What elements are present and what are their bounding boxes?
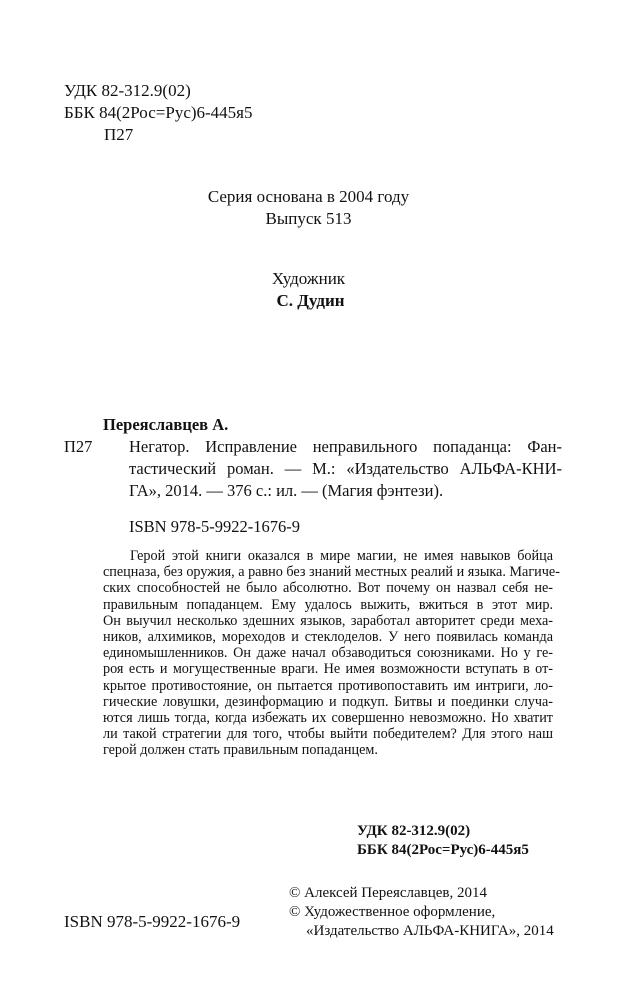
annotation-line: Герой этой книги оказался в мире магии, не имея навыков бойца [130, 548, 553, 564]
author-mark-top: П27 [104, 125, 134, 144]
bbk-code-bottom: ББК 84(2Рос=Рус)6-445я5 [357, 842, 529, 858]
catalog-author: Переяславцев А. [103, 415, 229, 434]
catalog-description-line: ГА», 2014. — 376 с.: ил. — (Магия фэнтези). [129, 481, 444, 500]
annotation-line: крытое противостояние, он пытается противопоставить им интриги, ло- [103, 677, 553, 694]
series-issue: Выпуск 513 [265, 209, 352, 228]
artist-name: С. Дудин [276, 291, 345, 310]
isbn-bottom: ISBN 978-5-9922-1676-9 [64, 912, 241, 931]
annotation-paragraph [103, 548, 560, 759]
annotation-line: ских способностей не было абсолютно. Вот почему он назвал себя не- [103, 580, 553, 597]
annotation-line: ников, алхимиков, мореходов и стеклоделов. У него появилась команда [103, 629, 553, 646]
copyright-design: © Художественное оформление, [289, 904, 496, 920]
annotation-line: единомышленников. Он даже начал обзаводиться союзниками. Но у ге- [103, 645, 553, 662]
annotation-line: правильным попаданцем. Ему удалось выжить, вжиться в этот мир. [103, 596, 553, 613]
bbk-code-top: ББК 84(2Рос=Рус)6-445я5 [64, 103, 253, 122]
annotation-line: герой должен стать правильным попаданцем. [103, 742, 378, 759]
copyright-author: © Алексей Переяславцев, 2014 [289, 885, 488, 901]
annotation-line: гические ловушки, дезинформацию и подкуп. Битвы и поединки случа- [103, 693, 553, 710]
catalog-description [129, 436, 562, 502]
udk-code-bottom: УДК 82-312.9(02) [357, 823, 471, 839]
copyright-publisher: «Издательство АЛЬФА-КНИГА», 2014 [306, 923, 554, 939]
udk-code-top: УДК 82-312.9(02) [64, 81, 191, 100]
catalog-isbn: ISBN 978-5-9922-1676-9 [129, 517, 300, 536]
annotation-line: ются лишь тогда, когда избежать их совершенно невозможно. Но хватит [103, 710, 553, 727]
annotation-line: ли такой стратегии для того, чтобы выйти победителем? Для этого наш [103, 726, 553, 743]
annotation-line: Он выучил несколько здешних языков, заработал авторитет среди меха- [103, 612, 553, 629]
catalog-description-line: Негатор. Исправление неправильного попаданца: Фан- [129, 437, 562, 456]
annotation-line: роя есть и могущественные враги. Не имея возможности вступать в от- [103, 661, 553, 678]
annotation-line: спецназа, без оружия, а равно без знаний местных реалий и языка. Магиче- [103, 564, 560, 581]
series-founded: Серия основана в 2004 году [207, 187, 410, 206]
catalog-author-mark: П27 [64, 437, 93, 456]
catalog-description-line: тастический роман. — М.: «Издательство АЛЬФА-КНИ- [129, 459, 562, 478]
artist-label: Художник [271, 269, 346, 288]
